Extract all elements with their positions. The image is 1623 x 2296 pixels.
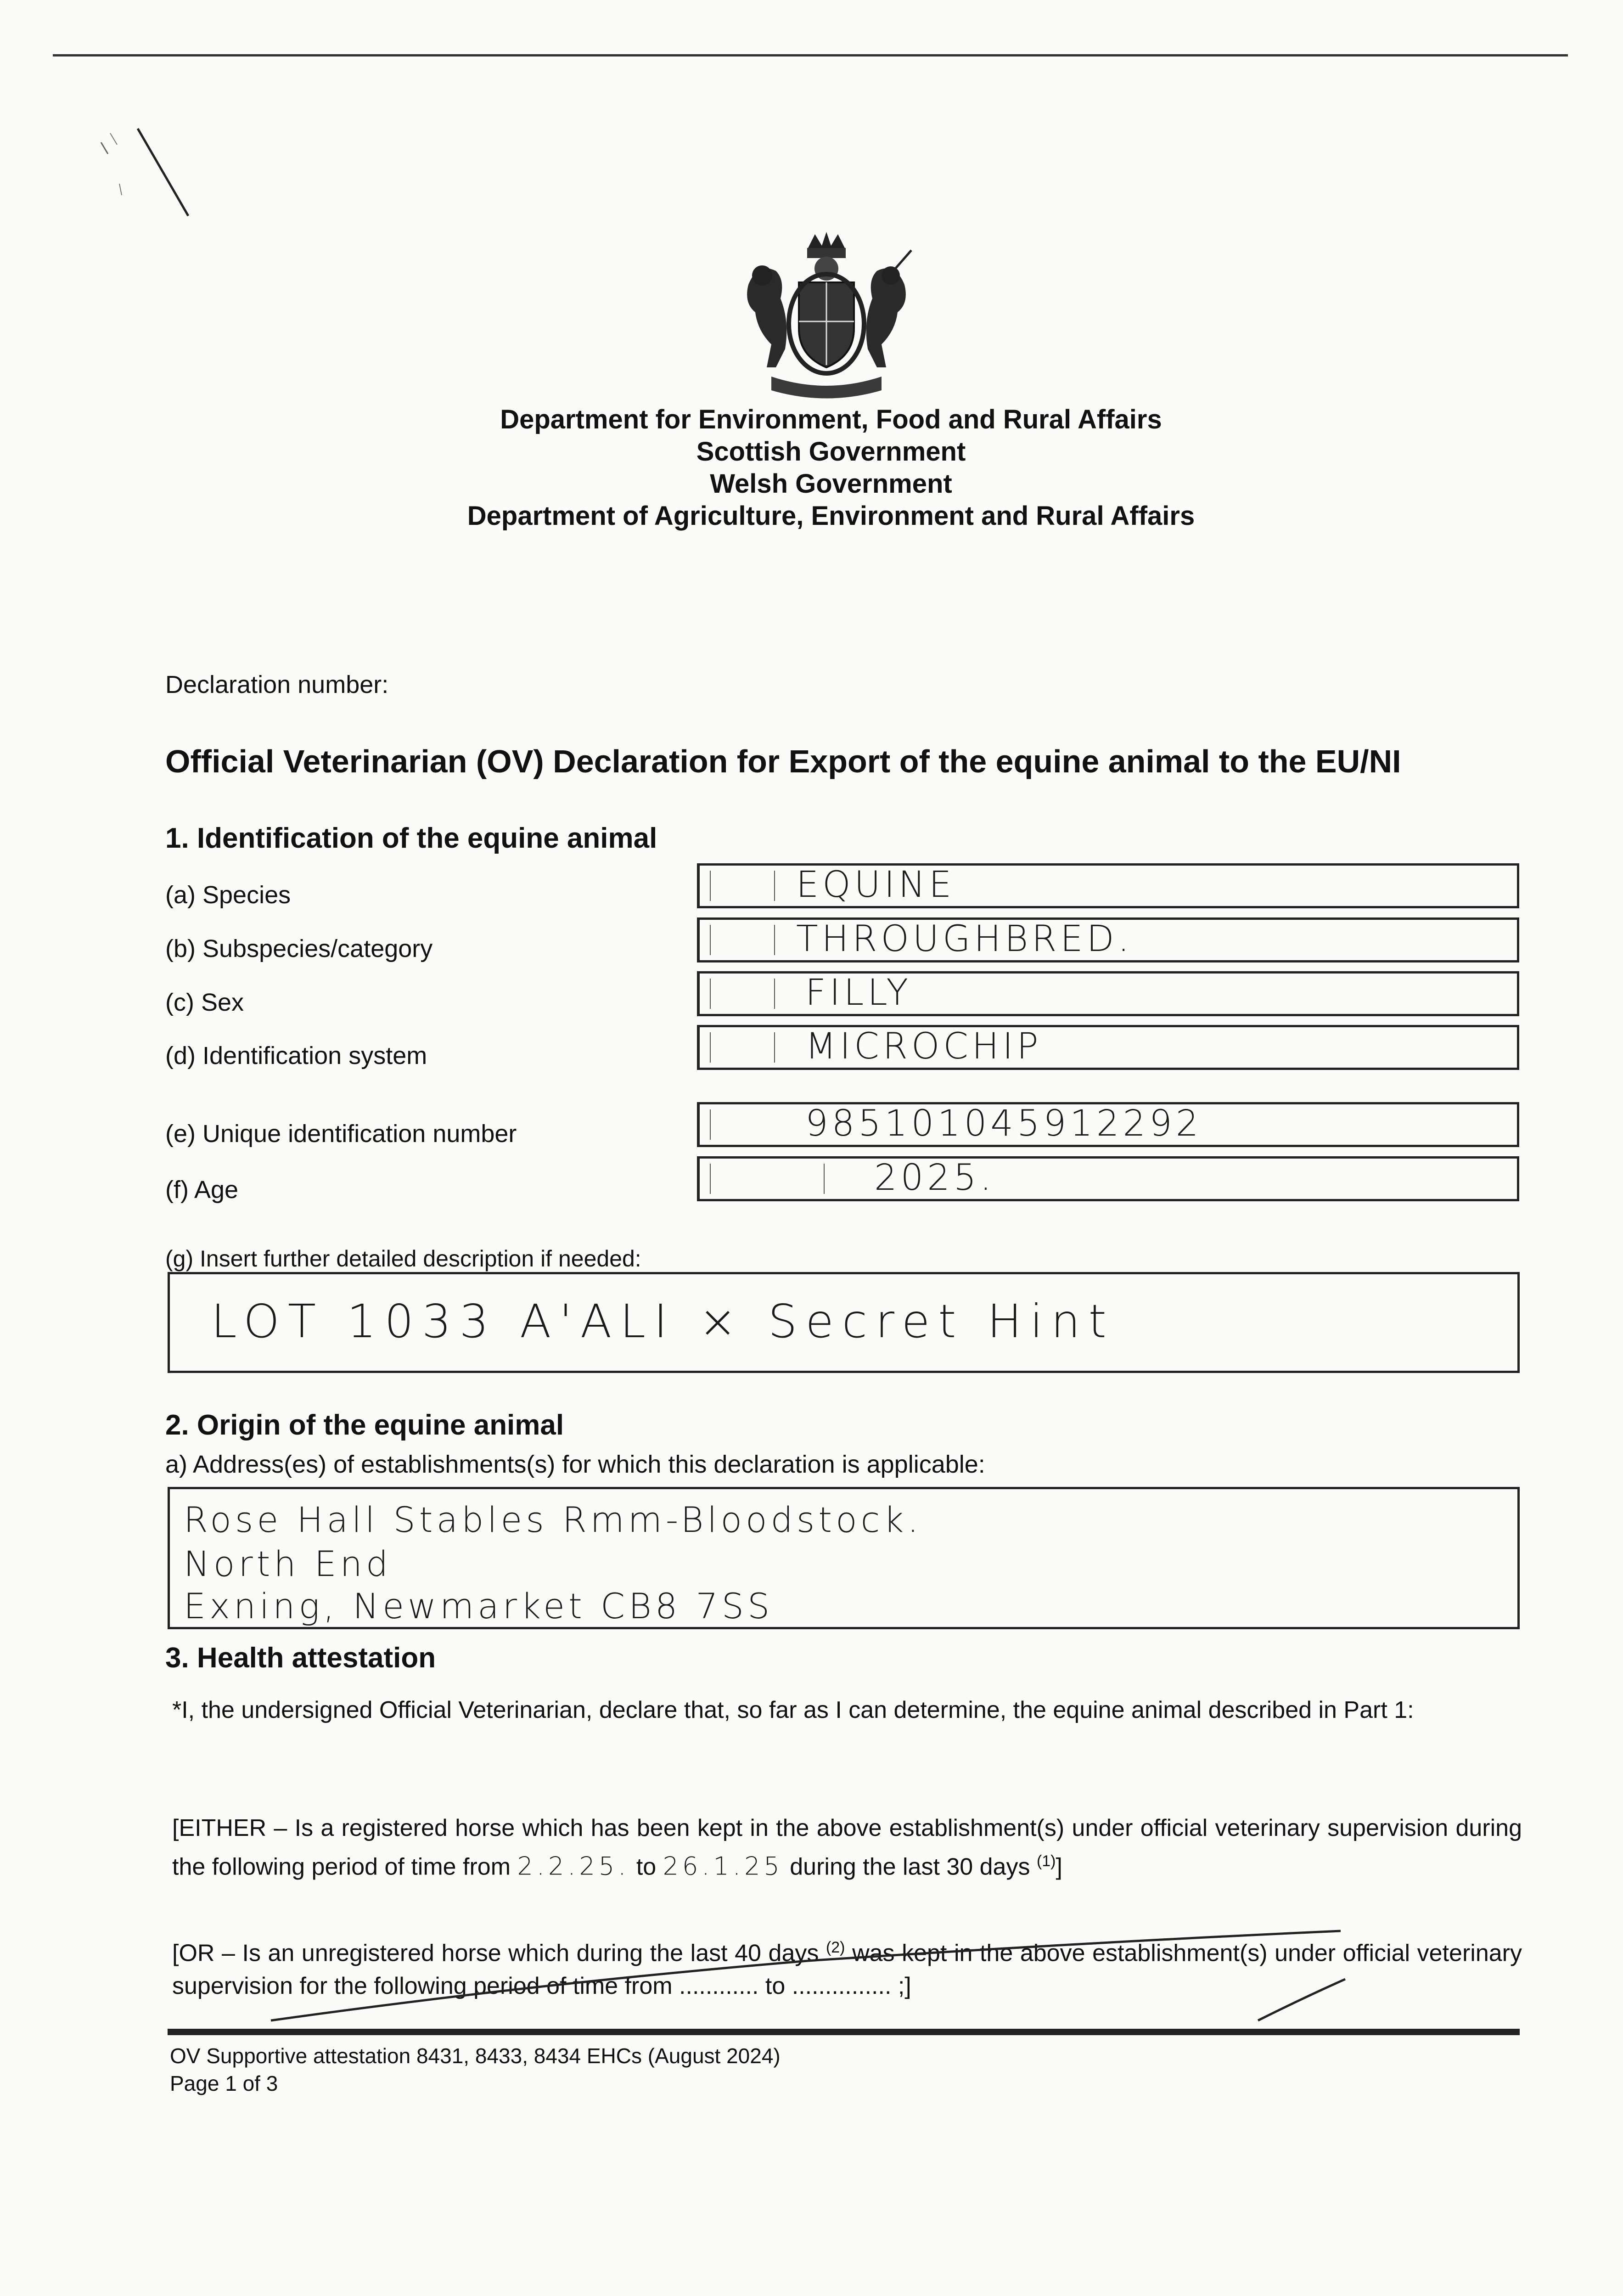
department-line: Department of Agriculture, Environment and Rural Affairs <box>467 501 1195 531</box>
either-clause <box>172 1812 1522 1883</box>
species-label: (a) Species <box>165 881 291 909</box>
sex-value: FILLY <box>805 972 912 1014</box>
subspecies-value: THROUGHBRED. <box>796 918 1133 960</box>
either-text: [EITHER – Is a registered horse which has been kept in the above establishment(s) under official veterinary supervision during the following period of time from <box>172 1815 1522 1880</box>
sex-label: (c) Sex <box>165 989 244 1016</box>
attestation-intro: *I, the undersigned Official Veterinarian, declare that, so far as I can determine, the equine animal described in Part 1: <box>172 1697 1414 1723</box>
address-label: a) Address(es) of establishments(s) for which this declaration is applicable: <box>165 1451 985 1478</box>
age-value: 2025. <box>874 1157 995 1199</box>
or-text-end: was kept in the above establishment(s) under official veterinary supervision for the following period of time from ............ to ............... ;] <box>172 1940 1522 2000</box>
sex-field[interactable] <box>697 971 1519 1016</box>
department-line: Welsh Government <box>710 469 952 499</box>
subspecies-label: (b) Subspecies/category <box>165 935 433 962</box>
unique-id-label: (e) Unique identification number <box>165 1120 517 1148</box>
footer-rule <box>168 2029 1520 2035</box>
strike-through-mark <box>257 1929 1359 2030</box>
footnote-ref: (1) <box>1036 1852 1056 1870</box>
page-number: Page 1 of 3 <box>170 2071 278 2095</box>
department-line: Scottish Government <box>696 437 966 467</box>
identification-system-field[interactable] <box>697 1025 1519 1070</box>
further-description-label: (g) Insert further detailed description if needed: <box>165 1246 641 1272</box>
or-text: [OR – Is an unregistered horse which during the last 40 days <box>172 1940 819 1967</box>
species-field[interactable] <box>697 863 1519 908</box>
either-to-word: to <box>636 1853 657 1880</box>
footnote-ref: (2) <box>826 1939 845 1956</box>
age-field[interactable] <box>697 1156 1519 1201</box>
address-line: North End <box>184 1543 392 1584</box>
identification-system-value: MICROCHIP <box>805 1026 1042 1068</box>
royal-coat-of-arms-logo <box>730 230 923 404</box>
page-title: Official Veterinarian (OV) Declaration for Export of the equine animal to the EU/NI <box>165 743 1401 779</box>
either-from-date: 2.2.25. <box>517 1851 630 1881</box>
scan-mark <box>64 115 211 234</box>
further-description-field[interactable] <box>168 1272 1520 1373</box>
section3-heading: 3. Health attestation <box>165 1642 436 1674</box>
footer-attestation: OV Supportive attestation 8431, 8433, 8434 EHCs (August 2024) <box>170 2044 781 2068</box>
subspecies-field[interactable] <box>697 917 1519 962</box>
address-line: Exning, Newmarket CB8 7SS <box>184 1586 774 1626</box>
species-value: EQUINE <box>796 864 955 906</box>
age-label: (f) Age <box>165 1176 239 1204</box>
unique-id-value: 985101045912292 <box>805 1103 1202 1145</box>
address-line: Rose Hall Stables Rmm-Bloodstock. <box>184 1499 922 1540</box>
address-field[interactable] <box>168 1487 1520 1629</box>
department-line: Department for Environment, Food and Rural Affairs <box>500 405 1162 434</box>
either-close: ] <box>1056 1853 1062 1880</box>
section1-heading: 1. Identification of the equine animal <box>165 822 657 854</box>
unique-id-field[interactable] <box>697 1102 1519 1147</box>
either-text-end: during the last 30 days <box>790 1853 1030 1880</box>
section2-heading: 2. Origin of the equine animal <box>165 1409 564 1441</box>
identification-system-label: (d) Identification system <box>165 1042 427 1069</box>
either-to-date: 26.1.25 <box>663 1851 783 1881</box>
further-description-value: LOT 1033 A'ALI × Secret Hint <box>211 1294 1115 1349</box>
top-rule <box>53 54 1568 56</box>
declaration-number-label: Declaration number: <box>165 671 389 698</box>
